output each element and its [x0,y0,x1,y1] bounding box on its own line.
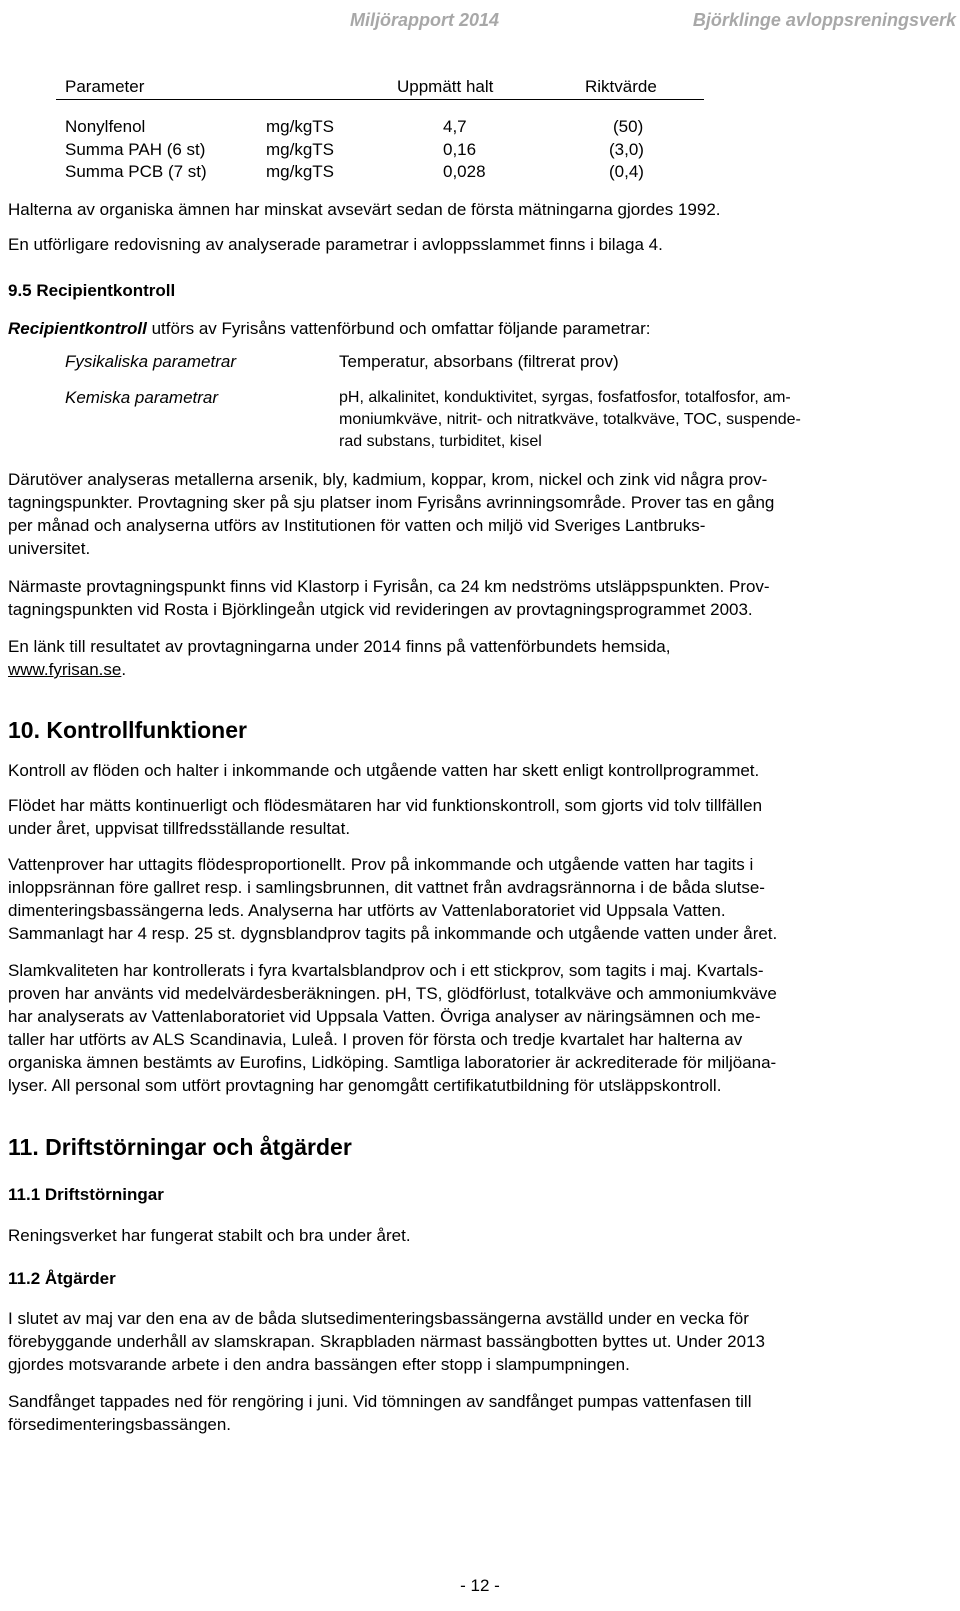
table-cell-limit: (0,4) [609,162,644,181]
table-cell-unit: mg/kgTS [266,162,335,181]
recipient-intro-rest: utförs av Fyrisåns vattenförbund och omfattar följande parametrar: [146,319,651,338]
intro-line-2: En utförligare redovisning av analyserade parametrar i avloppsslammet finns i bilaga 4. [8,235,663,254]
page-header [0,6,960,38]
text-line: universitet. [8,539,91,558]
section-11-2-heading: 11.2 Åtgärder [8,1269,116,1288]
text-line: gjordes motsvarande arbete i den andra bassängen efter stopp i slampumpningen. [8,1355,630,1374]
table-cell-value: 4,7 [443,117,467,136]
header-report-title: Miljörapport 2014 [350,10,500,30]
text-line: En länk till resultatet av provtagningarna under 2014 finns på vattenförbundets hemsida, [8,637,671,656]
fyrisan-link[interactable]: www.fyrisan.se [8,660,122,679]
section-11-heading: 11. Driftstörningar och åtgärder [8,1134,352,1160]
text-line: proven har använts vid medelvärdesberäkningen. pH, TS, glödförlust, totalkväve och ammoniumkväve [8,984,777,1003]
chemical-params-label: Kemiska parametrar [65,388,219,407]
page-number: - 12 - [460,1576,500,1595]
text-line: inloppsrännan före gallret resp. i samlingsbrunnen, dit vattnet från avdragsrännorna i de båda slutse- [8,878,765,897]
table-cell-limit: (3,0) [609,140,644,159]
text-line: Sandfånget tappades ned för rengöring i juni. Vid tömningen av sandfånget pumpas vattenfasen till [8,1392,752,1411]
text-line: dimenteringsbassängerna leds. Analyserna har utförts av Vattenlaboratoriet vid Uppsala Vatten. [8,901,726,920]
section-11-1-heading: 11.1 Driftstörningar [8,1185,164,1204]
table-header-limit: Riktvärde [585,77,657,96]
text-line: I slutet av maj var den ena av de båda slutsedimenteringsbassängerna avställd under en vecka för [8,1309,749,1328]
text-line: Sammanlagt har 4 resp. 25 st. dygnsblandprov tagits på inkommande och utgående vatten under året. [8,924,778,943]
text-line: Vattenprover har uttagits flödesproportionellt. Prov på inkommande och utgående vatten har tagits i [8,855,754,874]
text-line: tagningspunkter. Provtagning sker på sju platser inom Fyrisåns avrinningsområde. Prover tas en gång [8,493,775,512]
physical-params-value: Temperatur, absorbans (filtrerat prov) [339,352,619,371]
table-cell-value: 0,16 [443,140,477,159]
section-10-heading: 10. Kontrollfunktioner [8,717,247,743]
operation-status-text: Reningsverket har fungerat stabilt och bra under året. [8,1226,411,1245]
text-line: Flödet har mätts kontinuerligt och flödesmätaren har vid funktionskontroll, som gjorts vid tolv tillfällen [8,796,763,815]
text-line: tagningspunkten vid Rosta i Björklingeån utgick vid revideringen av provtagningsprogrammet 2003. [8,600,753,619]
text-line: Slamkvaliteten har kontrollerats i fyra kvartalsblandprov och i ett stickprov, som tagits i maj. Kvartals- [8,961,764,980]
table-cell-unit: mg/kgTS [266,140,335,159]
text-line: taller har utförts av ALS Scandinavia, Luleå. I proven för första och tredje kvartalet har halterna av [8,1030,743,1049]
table-cell-parameter: Summa PAH (6 st) [65,140,206,159]
table-cell-limit: (50) [613,117,644,136]
text-line [8,659,953,681]
text-line: Därutöver analyseras metallerna arsenik, bly, kadmium, koppar, krom, nickel och zink vid några prov- [8,470,768,489]
control-paragraph: Kontroll av flöden och halter i inkommande och utgående vatten har skett enligt kontrollprogrammet. [8,761,760,780]
physical-params-label: Fysikaliska parametrar [65,352,236,371]
text-line: per månad och analyserna utförs av Institutionen för vatten och miljö vid Sveriges Lantbruks- [8,516,706,535]
text-line: Närmaste provtagningspunkt finns vid Klastorp i Fyrisån, ca 24 km nedströms utsläppspunkten. Prov- [8,577,770,596]
table-header-rule [56,99,704,100]
text-line: organiska ämnen bestämts av Eurofins, Lidköping. Samtliga laboratorier är ackrediterade för miljöana- [8,1053,777,1072]
recipient-intro [8,318,953,340]
chemical-params-line-3: rad substans, turbiditet, kisel [339,433,542,450]
header-plant-name: Björklinge avloppsreningsverk [692,10,956,30]
table-cell-parameter: Summa PCB (7 st) [65,162,207,181]
text-line: förebyggande underhåll av slamskrapan. Skrapbladen närmast bassängbotten byttes ut. Under 2013 [8,1332,765,1351]
table-header-parameter: Parameter [65,77,145,96]
section-9-5-heading: 9.5 Recipientkontroll [8,281,176,300]
chemical-params-line-1: pH, alkalinitet, konduktivitet, syrgas, fosfatfosfor, totalfosfor, am- [339,389,791,406]
text-line: lyser. All personal som utfört provtagning har genomgått certifikatutbildning för utsläppskontroll. [8,1076,722,1095]
table-cell-value: 0,028 [443,162,486,181]
table-cell-unit: mg/kgTS [266,117,335,136]
table-header-measured: Uppmätt halt [397,77,494,96]
recipient-intro-bold: Recipientkontroll [8,319,147,338]
link-period: . [121,660,127,679]
chemical-params-line-2: moniumkväve, nitrit- och nitratkväve, totalkväve, TOC, suspende- [339,411,801,428]
text-line: under året, uppvisat tillfredsställande resultat. [8,819,351,838]
intro-line-1: Halterna av organiska ämnen har minskat avsevärt sedan de första mätningarna gjordes 1992. [8,200,721,219]
table-cell-parameter: Nonylfenol [65,117,146,136]
text-line: försedimenteringsbassängen. [8,1415,232,1434]
text-line: har analyserats av Vattenlaboratoriet vid Uppsala Vatten. Övriga analyser av näringsämnen och me- [8,1007,761,1026]
